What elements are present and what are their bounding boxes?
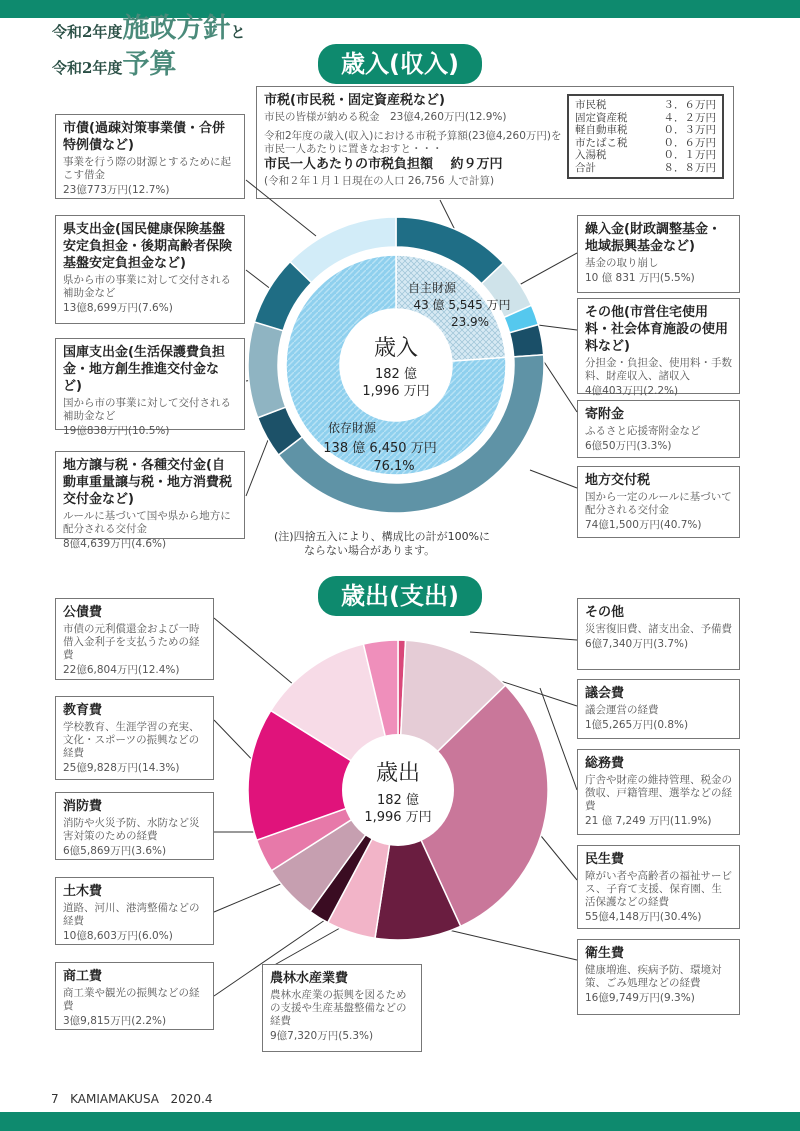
tax-desc: 市民の皆様が納める税金 23億4,260万円(12.9%) [264,111,507,123]
box-title: 衛生費 [585,946,625,961]
exp-box-shobohi [55,792,214,860]
box-amount: 19億838万円(10.5%) [63,425,170,437]
page-footer [51,1092,212,1106]
box-amount: 25億9,828万円(14.3%) [63,762,180,774]
box-title: 土木費 [63,884,103,899]
box-title: 商工費 [63,969,103,984]
box-desc: 市債の元利償還金および一時借入金利子を支払うための経費 [63,623,200,661]
box-amount: 21 億 7,249 万円(11.9%) [585,815,712,827]
box-title: 公債費 [63,605,103,620]
box-desc: ふるさと応援寄附金など [585,425,701,437]
box-amount: 9億7,320万円(5.3%) [270,1030,374,1042]
box-title: 地方交付税 [585,473,651,488]
exp-box-sonota [577,598,740,670]
box-title: 民生費 [585,852,625,867]
header-line1-title: 施政方針 [122,13,231,44]
tax-population: (令和２年１月１日現在の人口 26,756 人で計算) [264,175,495,187]
box-amount: 10 億 831 万円(5.5%) [585,272,695,284]
inner-dep-amount: 138 億 6,450 万円 [323,441,437,456]
box-amount: 4億403万円(2.2%) [585,385,679,397]
box-title: 寄附金 [585,407,625,422]
box-amount: 74億1,500万円(40.7%) [585,519,702,531]
exp-box-dobokuhi [55,877,214,945]
box-amount: 10億8,603万円(6.0%) [63,930,173,942]
box-amount: 1億5,265万円(0.8%) [585,719,689,731]
tax-desc2: 令和2年度の歳入(収入)における市税予算額(23億4,260万円)を市民一人あたりに置きなおすと・・・ [264,130,562,155]
expenditure-center-man: 1,996 万円 [364,810,432,825]
exp-box-shokohi [55,962,214,1030]
box-amount: 55億4,148万円(30.4%) [585,911,702,923]
header-line1-suffix: と [230,23,246,41]
revenue-donut-chart [0,0,800,560]
revenue-outer-slice [248,322,286,418]
box-amount: 3億9,815万円(2.2%) [63,1015,167,1027]
revenue-center-circle [340,309,452,421]
box-amount: 8億4,639万円(4.6%) [63,538,167,550]
expenditure-center-title: 歳出 [375,761,421,786]
box-amount: 6億50万円(3.3%) [585,440,672,452]
expenditure-center-circle [342,734,454,846]
issue-date: 2020.4 [170,1092,213,1106]
exp-box-gikaihi [577,679,740,739]
inner-own-label: 自主財源 [407,281,457,295]
magazine-name: KAMIAMAKUSA [70,1092,160,1106]
box-title: 市債(過疎対策事業債・合併特例債など) [63,121,225,153]
exp-box-kosaihi [55,598,214,680]
box-title: 消防費 [63,799,103,814]
box-amount: 6億5,869万円(3.6%) [63,845,167,857]
box-desc: 県から市の事業に対して交付される補助金など [63,274,231,299]
exp-box-kyoikuhi [55,696,214,780]
box-title: その他(市営住宅使用料・社会体育施設の使用料など) [585,305,729,354]
tax-row: 軽自動車税 ０．３万円 [575,124,716,136]
inner-dep-pct: 76.1% [373,459,415,474]
bottom-band [0,1112,800,1131]
tax-row: 固定資産税 ４．２万円 [575,111,716,124]
box-desc: 商工業や観光の振興などの経費 [63,987,200,1012]
box-desc: 事業を行う際の財源とするために起こす借金 [63,156,231,181]
box-desc: ルールに基づいて国や県から地方に配分される交付金 [63,510,231,535]
exp-box-minseihi [577,845,740,929]
box-title: 県支出金(国民健康保険基盤安定負担金・後期高齢者保険基盤安定負担金など) [63,222,233,271]
box-title: 農林水産業費 [270,971,349,986]
box-desc: 庁舎や財産の維持管理、税金の徴収、戸籍管理、選挙などの経費 [585,774,732,812]
revenue-section-title: 歳入(収入) [318,44,482,84]
box-title: 総務費 [585,756,625,771]
box-desc: 健康増進、疾病予防、環境対策、ごみ処理などの経費 [585,964,722,989]
box-desc: 道路、河川、港湾整備などの経費 [63,902,200,927]
tax-title: 市税(市民税・固定資産税など) [264,93,445,108]
expenditure-section-title: 歳出(支出) [318,576,482,616]
tax-row: 入湯税 ０．１万円 [575,149,716,161]
header-line2-title: 予算 [122,49,177,80]
exp-box-somuhi [577,749,740,835]
box-title: 繰入金(財政調整基金・地域振興基金など) [585,222,721,254]
header-line2-prefix: 令和2年度 [52,59,123,77]
expenditure-center-oku: 182 億 [377,793,419,808]
tax-burden: 市民一人あたりの市税負担額 約９万円 [264,157,503,172]
box-amount: 16億9,749万円(9.3%) [585,992,695,1004]
box-title: 教育費 [63,703,103,718]
exp-box-norinsuisan [262,964,422,1052]
box-desc: 学校教育、生涯学習の充実、文化・スポーツの振興などの経費 [63,721,200,759]
box-desc: 消防や火災予防、水防など災害対策のための経費 [63,817,200,842]
header-line1-prefix: 令和2年度 [52,23,123,41]
box-desc: 農林水産業の振興を図るための支援や生産基盤整備などの経費 [270,989,407,1027]
inner-own-pct: 23.9% [450,315,490,329]
box-amount: 13億8,699万円(7.6%) [63,302,173,314]
box-desc: 分担金・負担金、使用料・手数料、財産収入、諸収入 [585,357,732,382]
tax-row: 市民税 ３．６万円 [575,99,716,111]
box-desc: 災害復旧費、諸支出金、予備費 [585,623,732,635]
revenue-center-title: 歳入 [373,336,419,361]
revenue-note [274,530,490,558]
note-line: (注)四捨五入により、構成比の計が100%に [274,530,491,543]
box-desc: 基金の取り崩し [585,257,659,269]
box-title: 議会費 [585,686,625,701]
tax-row: 合計 ８．８万円 [575,161,716,174]
box-amount: 6億7,340万円(3.7%) [585,638,689,650]
exp-box-eiseihi [577,939,740,1015]
box-desc: 議会運営の経費 [585,704,659,716]
inner-dep-label: 依存財源 [327,421,377,435]
revenue-center-man: 1,996 万円 [362,384,430,399]
revenue-center-oku: 182 億 [375,367,417,382]
inner-own-amount: 43 億 5,545 万円 [413,298,511,312]
box-desc: 障がい者や高齢者の福祉サービス、子育て支援、保育園、生活保護などの経費 [585,870,732,908]
box-amount: 22億6,804万円(12.4%) [63,664,180,676]
box-desc: 国から市の事業に対して交付される補助金など [63,397,231,422]
box-title: その他 [585,605,625,620]
page-number: 7 [51,1092,59,1106]
tax-row: 市たばこ税 ０．６万円 [575,136,716,149]
note-line: ならない場合があります。 [304,544,436,557]
box-title: 国庫支出金(生活保護費負担金・地方創生推進交付金など) [63,345,225,394]
box-amount: 23億773万円(12.7%) [63,184,170,196]
box-desc: 国から一定のルールに基づいて配分される交付金 [585,491,732,516]
box-title: 地方譲与税・各種交付金(自動車重量譲与税・地方消費税交付金など) [63,458,233,507]
